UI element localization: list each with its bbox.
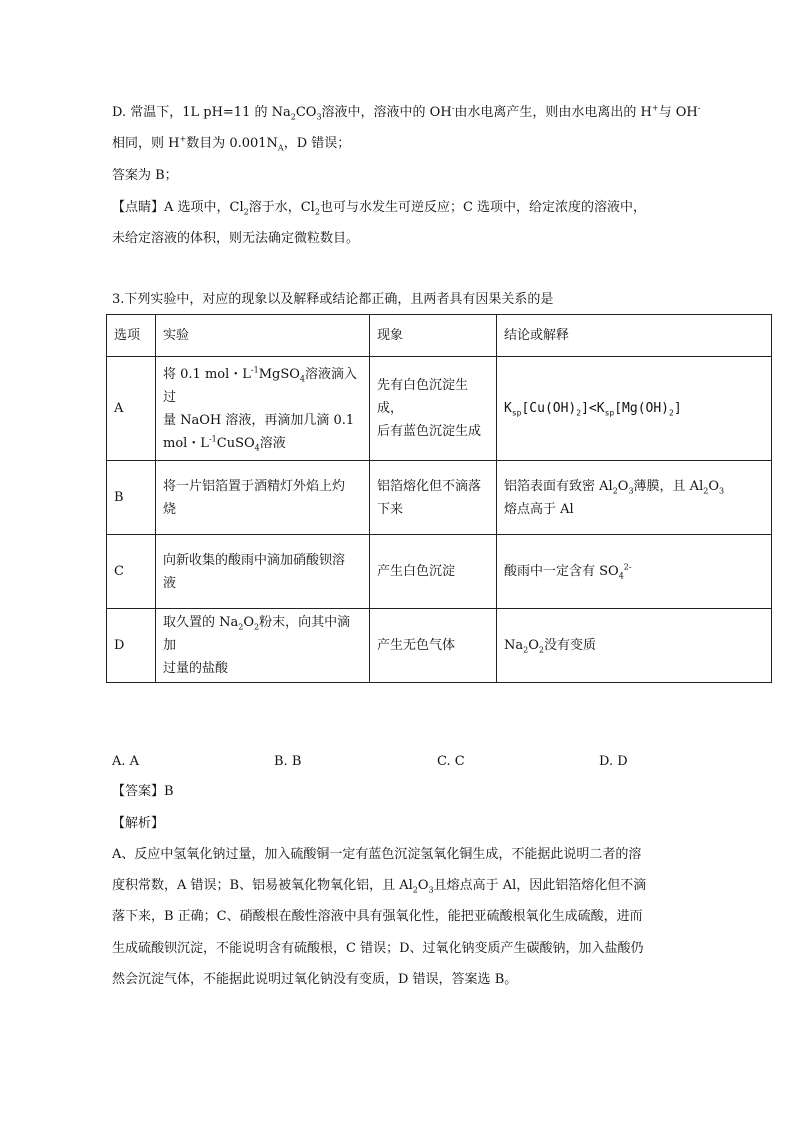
analysis-line-4: 生成硫酸钡沉淀，不能说明含有硫酸根，C 错误；D、过氧化钠变质产生碳酸钠，加入盐酸仍 (112, 941, 644, 956)
row-c-phenomenon: 产生白色沉淀 (370, 535, 497, 609)
table-row-b (107, 461, 772, 535)
row-c-option: C (107, 535, 156, 609)
prev-note-line-1: 【点睛】A 选项中，$Cl_2$溶于水，$Cl_2$也可与水发生可逆反应；C 选项中，给定浓度的溶液中， (112, 200, 647, 217)
analysis-line-2: 度积常数，A 错误；B、铝易被氧化物氧化铝，且 $Al_2O_3$且熔点高于 Al，因此铝箔熔化但不滴 (112, 878, 647, 895)
prev-d-line-1: D. 常温下，1L pH=11 的 $Na_2CO_3$溶液中，溶液中的 OH-由水电离产生，则由水电离出的 H+与 OH- (112, 103, 701, 122)
table-row-d (107, 609, 772, 683)
row-d-phenomenon: 产生无色气体 (370, 609, 497, 683)
header-conclusion: 结论或解释 (497, 315, 772, 357)
table-row-a (107, 357, 772, 461)
row-b-option: B (107, 461, 156, 535)
analysis-line-5: 然会沉淀气体，不能据此说明过氧化钠没有变质，D 错误，答案选 B。 (112, 972, 518, 987)
option-a: A. A (112, 754, 140, 769)
row-d-experiment: 取久置的 $Na_2O_2$粉末，向其中滴加 过量的盐酸 (156, 609, 370, 683)
row-c-experiment: 向新收集的酸雨中滴加硝酸钡溶 液 (156, 535, 370, 609)
row-d-conclusion: $Na_2O_2$没有变质 (497, 609, 772, 683)
prev-note-line-2: 未给定溶液的体积，则无法确定微粒数目。 (112, 231, 360, 246)
row-b-experiment: 将一片铝箔置于酒精灯外焰上灼 烧 (156, 461, 370, 535)
analysis-line-1: A、反应中氢氧化钠过量，加入硫酸铜一定有蓝色沉淀氢氧化铜生成，不能据此说明二者的溶 (112, 847, 642, 862)
option-c: C. C (437, 754, 465, 769)
table-header-row (107, 315, 772, 357)
row-b-conclusion: 铝箔表面有致密 $Al_2O_3$薄膜，且 $Al_2O_3$ 熔点高于 Al (497, 461, 772, 535)
analysis-title: 【解析】 (112, 816, 165, 831)
prev-answer: 答案为 B； (112, 168, 178, 183)
option-d: D. D (599, 754, 628, 769)
option-b: B. B (274, 754, 302, 769)
prev-d-line-2: 相同，则 H+数目为 $0.001N_A$，D 错误； (112, 134, 351, 153)
answer-label: 【答案】B (112, 784, 174, 799)
analysis-line-3: 落下来，B 正确；C、硝酸根在酸性溶液中具有强氧化性，能把亚硫酸根氧化生成硫酸，进而 (112, 909, 643, 924)
row-c-conclusion: 酸雨中一定含有 $SO_4^{2-}$ (497, 535, 772, 609)
row-a-option: A (107, 357, 156, 461)
question-stem: 3.下列实验中，对应的现象以及解释或结论都正确，且两者具有因果关系的是 (112, 292, 554, 307)
row-a-experiment: 将 0.1 mol・$L^{-1}MgSO_4$溶液滴入过 量 NaOH 溶液，再滴加几滴 0.1 mol・$L^{-1}CuSO_4$溶液 (156, 357, 370, 461)
header-option: 选项 (107, 315, 156, 357)
header-phenomenon: 现象 (370, 315, 497, 357)
row-d-option: D (107, 609, 156, 683)
row-a-phenomenon: 先有白色沉淀生成， 后有蓝色沉淀生成 (370, 357, 497, 461)
header-experiment: 实验 (156, 315, 370, 357)
question-table (106, 314, 772, 683)
row-b-phenomenon: 铝箔熔化但不滴落 下来 (370, 461, 497, 535)
table-row-c (107, 535, 772, 609)
row-a-conclusion: $K_{sp}[Cu(OH)_2]<K_{sp}[Mg(OH)_2]$ (497, 357, 772, 461)
